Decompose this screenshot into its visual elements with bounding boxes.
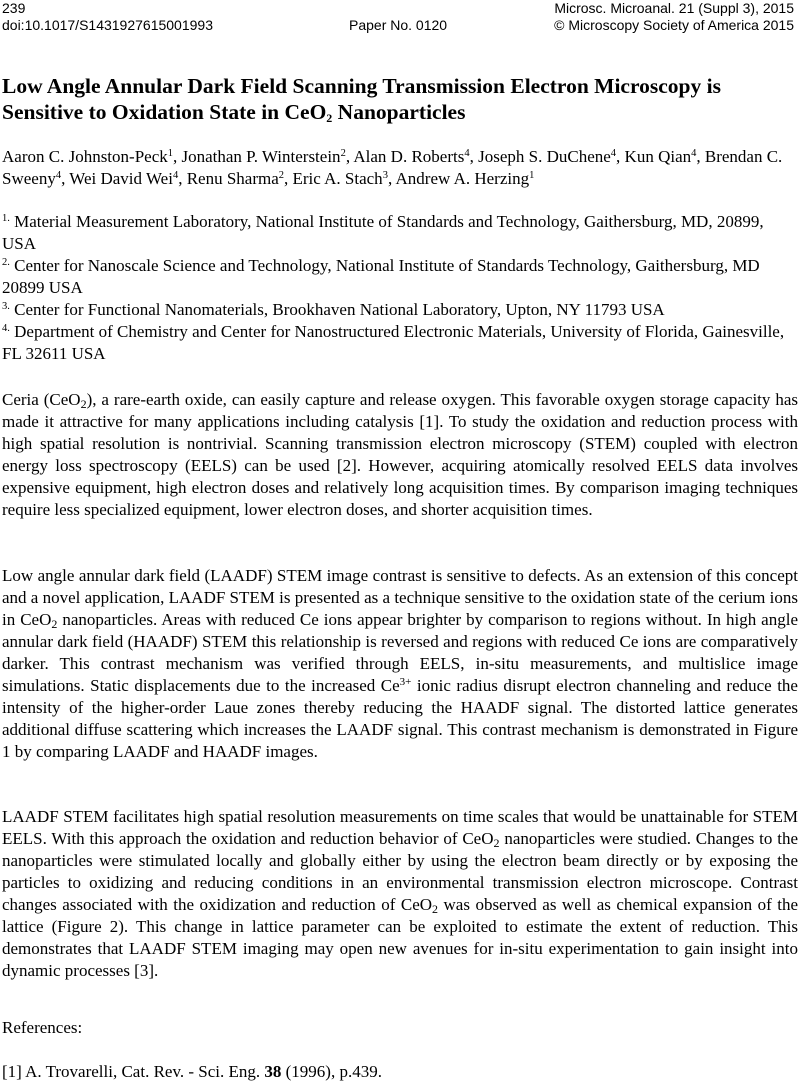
- author: Eric A. Stach$^3$: [292, 169, 388, 188]
- author: Alan D. Roberts$^4$: [353, 147, 470, 166]
- title-text: Low Angle Annular Dark Field Scanning Transmission Electron Microscopy is Sensitive to Oxidation State in CeO: [2, 74, 721, 124]
- paper-number: Paper No. 0120: [349, 17, 448, 33]
- author: Kun Qian$^4$: [624, 147, 697, 166]
- references-heading: References:: [2, 1018, 83, 1037]
- affiliation: $^{4.}$ Department of Chemistry and Center for Nanostructured Electronic Materials, University of Florida, Gainesville, FL 32611 USA: [2, 322, 785, 363]
- journal-citation: Microsc. Microanal. 21 (Suppl 3), 2015: [554, 0, 794, 16]
- paper-title: [2, 73, 792, 125]
- author: Brendan C. Sweeny$^4$: [2, 147, 783, 188]
- author: Joseph S. DuChene$^4$: [478, 147, 617, 166]
- body-paragraph-1: Ceria (CeO$_2$), a rare-earth oxide, can easily capture and release oxygen. This favorable oxygen storage capacity has made it attractive for many applications including catalysis [1]. To study the oxidation and reduction process with high spatial resolution is nontrivial. Scanning transmission electron microscopy (STEM) coupled with electron energy loss spectroscopy (EELS) can be used [2]. However, acquiring atomically resolved EELS data involves expensive equipment, high electron doses and relatively long acquisition times. By comparison imaging techniques require less specialized equipment, lower electron doses, and shorter acquisition times.: [2, 390, 798, 519]
- author: Aaron C. Johnston-Peck$^1$: [2, 147, 173, 166]
- reference-item: [1] A. Trovarelli, Cat. Rev. - Sci. Eng. 38 (1996), p.439.: [2, 1062, 382, 1081]
- title-subscript: 2: [326, 111, 333, 125]
- author: Wei David Wei$^4$: [69, 169, 179, 188]
- body-paragraph-3: LAADF STEM facilitates high spatial resolution measurements on time scales that would be unattainable for STEM EELS. With this approach the oxidation and reduction behavior of CeO$_2$ nanoparticles were studied. Changes to the nanoparticles were stimulated locally and globally either by using the electron beam directly or by exposing the particles to oxidizing and reducing conditions in an environmental transmission electron microscope. Contrast changes associated with the oxidization and reduction of CeO$_2$ was observed as well as chemical expansion of the lattice (Figure 2). This change in lattice parameter can be exploited to estimate the extent of reduction. This demonstrates that LAADF STEM imaging may open new avenues for in-situ experimentation to gain insight into dynamic processes [3].: [2, 807, 798, 980]
- author: Jonathan P. Winterstein$^2$: [181, 147, 346, 166]
- body-paragraph-2: Low angle annular dark field (LAADF) STEM image contrast is sensitive to defects. As an extension of this concept and a novel application, LAADF STEM is presented as a technique sensitive to the oxidation state of the cerium ions in CeO$_2$ nanoparticles. Areas with reduced Ce ions appear brighter by comparison to regions without. In high angle annular dark field (HAADF) STEM this relationship is reversed and regions with reduced Ce ions are comparatively darker. This contrast mechanism was verified through EELS, in-situ measurements, and multislice image simulations. Static displacements due to the increased $Ce^{3+}$ ionic radius disrupt electron channeling and reduce the intensity of the higher-order Laue zones thereby reducing the HAADF signal. The distorted lattice generates additional diffuse scattering which increases the LAADF signal. This contrast mechanism is demonstrated in Figure 1 by comparing LAADF and HAADF images.: [2, 566, 798, 761]
- title-text-end: Nanoparticles: [332, 100, 466, 124]
- author-list: Aaron C. Johnston-Peck$^1$, Jonathan P. Winterstein$^2$, Alan D. Roberts$^4$, Joseph S. DuChene$^4$, Kun Qian$^4$, Brendan C. Sweeny$^4$, Wei David Wei$^4$, Renu Sharma$^2$, Eric A. Stach$^3$, Andrew A. Herzing$^1$: [2, 147, 783, 188]
- affiliation: $^{1.}$ Material Measurement Laboratory, National Institute of Standards and Technology, Gaithersburg, MD, 20899, USA: [2, 212, 764, 253]
- doi: doi:10.1017/S1431927615001993: [2, 17, 213, 33]
- copyright: © Microscopy Society of America 2015: [554, 17, 794, 33]
- affiliation: $^{3.}$ Center for Functional Nanomaterials, Brookhaven National Laboratory, Upton, NY 11793 USA: [2, 300, 665, 319]
- author: Andrew A. Herzing$^1$: [395, 169, 535, 188]
- affiliation: $^{2.}$ Center for Nanoscale Science and Technology, National Institute of Standards Technology, Gaithersburg, MD 20899 USA: [2, 256, 760, 297]
- page-number: 239: [2, 0, 26, 16]
- author: Renu Sharma$^2$: [186, 169, 285, 188]
- affiliation-list: [2, 211, 797, 365]
